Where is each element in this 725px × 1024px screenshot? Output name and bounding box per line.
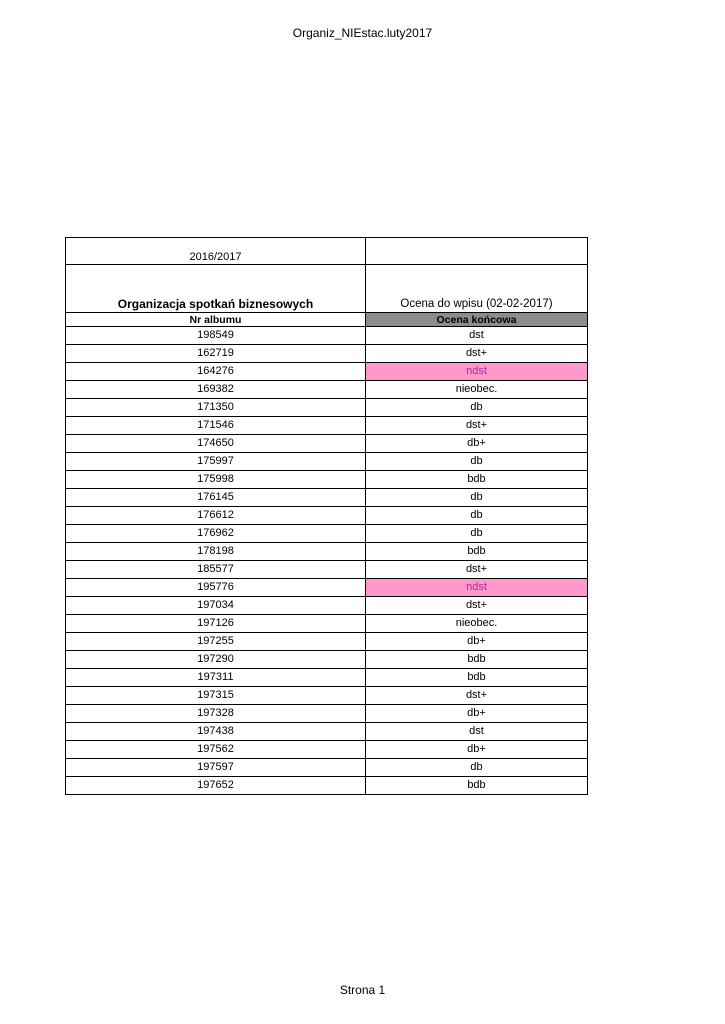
grade-cell: db (366, 489, 588, 507)
empty-cell (366, 238, 588, 265)
grade-cell: dst (366, 723, 588, 741)
table-row (66, 471, 588, 489)
table-row (66, 633, 588, 651)
album-number-cell: 175997 (66, 453, 366, 471)
table-row (66, 543, 588, 561)
album-number-cell: 171350 (66, 399, 366, 417)
table-row (66, 561, 588, 579)
grade-cell: nieobec. (366, 381, 588, 399)
album-number-cell: 176612 (66, 507, 366, 525)
table-row (66, 345, 588, 363)
grade-cell: dst+ (366, 597, 588, 615)
album-number-cell: 197290 (66, 651, 366, 669)
table-row (66, 687, 588, 705)
album-number-cell: 197562 (66, 741, 366, 759)
column-header-album: Nr albumu (66, 313, 366, 327)
course-title: Organizacja spotkań biznesowych (66, 265, 366, 313)
grade-cell: db (366, 525, 588, 543)
grade-cell: nieobec. (366, 615, 588, 633)
table-row (66, 597, 588, 615)
album-number-cell: 174650 (66, 435, 366, 453)
grade-cell: bdb (366, 669, 588, 687)
table-row (66, 669, 588, 687)
album-number-cell: 198549 (66, 327, 366, 345)
table-row (66, 579, 588, 597)
grade-cell: db (366, 453, 588, 471)
album-number-cell: 197034 (66, 597, 366, 615)
column-header-grade: Ocena końcowa (366, 313, 588, 327)
grade-cell: bdb (366, 471, 588, 489)
table-row (66, 363, 588, 381)
table-row (66, 327, 588, 345)
table-row (66, 723, 588, 741)
table-row (66, 399, 588, 417)
table-row (66, 525, 588, 543)
album-number-cell: 195776 (66, 579, 366, 597)
table-row (66, 705, 588, 723)
table-row (66, 507, 588, 525)
album-number-cell: 169382 (66, 381, 366, 399)
grade-cell: dst+ (366, 687, 588, 705)
table-row (66, 759, 588, 777)
album-number-cell: 185577 (66, 561, 366, 579)
grade-cell: ndst (366, 579, 588, 597)
grade-cell: db+ (366, 741, 588, 759)
grade-cell: dst+ (366, 345, 588, 363)
table-row (66, 417, 588, 435)
grade-cell: db (366, 507, 588, 525)
grade-caption: Ocena do wpisu (02-02-2017) (366, 265, 588, 313)
academic-year: 2016/2017 (66, 238, 366, 265)
grade-cell: dst+ (366, 417, 588, 435)
album-number-cell: 197652 (66, 777, 366, 795)
course-title-row (66, 265, 588, 313)
grade-cell: dst+ (366, 561, 588, 579)
table-row (66, 381, 588, 399)
album-number-cell: 164276 (66, 363, 366, 381)
table-row (66, 489, 588, 507)
album-number-cell: 178198 (66, 543, 366, 561)
grade-cell: db (366, 759, 588, 777)
album-number-cell: 197597 (66, 759, 366, 777)
grade-cell: db (366, 399, 588, 417)
grade-cell: bdb (366, 777, 588, 795)
grade-cell: db+ (366, 705, 588, 723)
grades-table (65, 237, 588, 795)
grade-cell: bdb (366, 543, 588, 561)
album-number-cell: 175998 (66, 471, 366, 489)
table-row (66, 453, 588, 471)
grade-cell: db+ (366, 633, 588, 651)
column-header-row (66, 313, 588, 327)
album-number-cell: 197438 (66, 723, 366, 741)
album-number-cell: 197126 (66, 615, 366, 633)
album-number-cell: 171546 (66, 417, 366, 435)
grade-cell: dst (366, 327, 588, 345)
grade-cell: bdb (366, 651, 588, 669)
album-number-cell: 162719 (66, 345, 366, 363)
grade-cell: ndst (366, 363, 588, 381)
academic-year-row (66, 238, 588, 265)
album-number-cell: 197315 (66, 687, 366, 705)
album-number-cell: 197328 (66, 705, 366, 723)
album-number-cell: 197255 (66, 633, 366, 651)
table-row (66, 777, 588, 795)
table-row (66, 741, 588, 759)
album-number-cell: 197311 (66, 669, 366, 687)
grade-cell: db+ (366, 435, 588, 453)
page-number: Strona 1 (339, 983, 386, 997)
table-row (66, 435, 588, 453)
page-header-title: Organiz_NIEstac.luty2017 (292, 26, 433, 40)
album-number-cell: 176962 (66, 525, 366, 543)
album-number-cell: 176145 (66, 489, 366, 507)
table-row (66, 651, 588, 669)
table-row (66, 615, 588, 633)
